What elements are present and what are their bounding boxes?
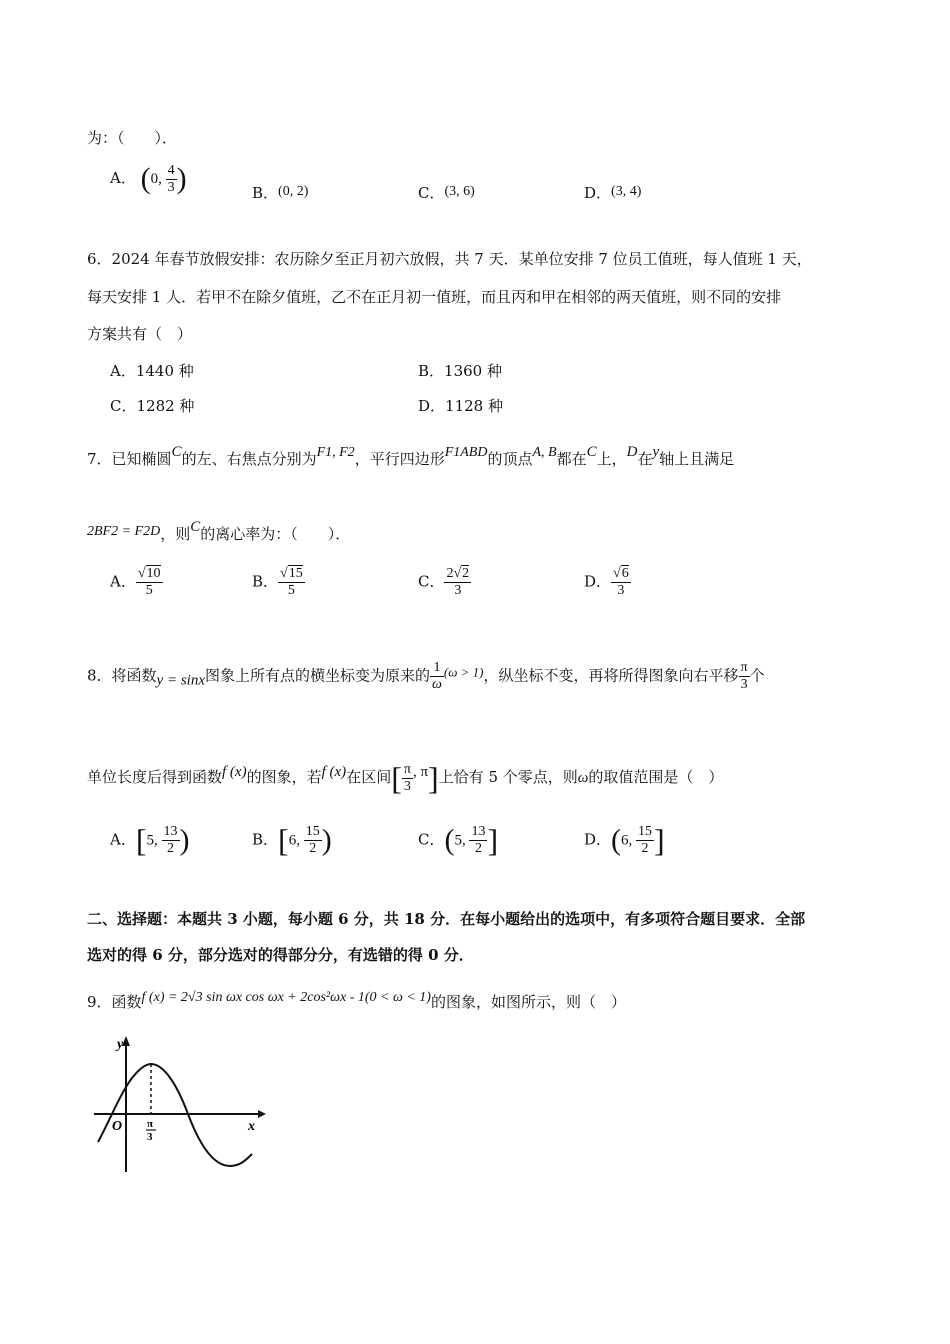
q5-tail: 为：（ ）． <box>87 129 178 147</box>
option-letter: A． <box>110 362 136 380</box>
q8-option-c[interactable]: C．(5, $\frac{13}{2}$ ] <box>418 822 499 858</box>
option-value: (3, 6) <box>444 184 475 199</box>
option-letter: B． <box>252 184 279 202</box>
option-value: 1360 种 <box>444 362 502 380</box>
q9-line-1: 9．函数f (x) = 2√3 sin ωx cos ωx + 2cos²ωx - 1(0 < ω < 1)的图象，如图所示，则（ ） <box>87 990 626 1011</box>
q7-option-a[interactable] <box>110 566 163 599</box>
q5-option-a[interactable]: A． (0, $\frac{4}{3}$ ) <box>110 162 187 195</box>
option-letter: B． <box>252 572 279 591</box>
option-fraction: $\frac{13}{2}$ <box>471 824 486 856</box>
option-fraction: $\frac{√10}{5}$ <box>137 566 161 598</box>
x-axis-arrow <box>258 1110 266 1118</box>
q8-option-a[interactable]: A．[5, $\frac{13}{2}$ ) <box>110 822 190 858</box>
q7-option-d[interactable] <box>584 566 631 599</box>
option-value: (3, 4) <box>611 184 642 199</box>
option-fraction: $\frac{√6}{3}$ <box>613 566 629 598</box>
option-letter: A． <box>110 572 136 591</box>
option-value: 0, <box>150 171 166 187</box>
option-letter: D． <box>584 572 612 591</box>
option-letter: A． <box>110 169 136 187</box>
q8-option-d[interactable]: D．(6, $\frac{15}{2}$ ] <box>584 822 665 858</box>
origin-label: O <box>112 1119 123 1134</box>
q7-line-2: 2BF2 = F2D，则C的离心率为：（ ）． <box>87 519 351 543</box>
option-letter: B． <box>252 830 279 849</box>
option-value: 1282 种 <box>136 397 195 415</box>
q5-option-b[interactable] <box>252 182 308 203</box>
option-value: 1440 种 <box>135 362 194 380</box>
q6-option-d[interactable] <box>418 395 503 416</box>
q7-parallelogram: F1ABD <box>444 445 488 460</box>
option-letter: C． <box>418 184 445 202</box>
option-fraction: $\frac{4}{3}$ <box>167 162 175 195</box>
x-axis-label: x <box>248 1119 255 1134</box>
option-letter: C． <box>418 572 445 591</box>
section-2-header-line-1: 二、选择题：本题共 3 小题，每小题 6 分，共 18 分．在每小题给出的选项中，有多项符合题目要求．全部 <box>87 910 806 928</box>
tick-label-denominator: 3 <box>147 1131 153 1143</box>
option-value: 1128 种 <box>445 397 503 415</box>
q6-option-c[interactable] <box>110 395 194 416</box>
option-fraction: $\frac{15}{2}$ <box>638 824 653 856</box>
q9-formula: f (x) = 2√3 sin ωx cos ωx + 2cos²ωx - 1(0 < ω < 1) <box>141 990 431 1005</box>
q9-sine-graph <box>88 1030 268 1180</box>
q7-option-c[interactable] <box>418 566 471 599</box>
q6-line-2: 每天安排 1 人．若甲不在除夕值班，乙不在正月初一值班，而且丙和甲在相邻的两天值班，则不同的安排 <box>87 288 782 306</box>
q7-line-1: 7．已知椭圆C的左、右焦点分别为F1, F2，平行四边形F1ABD的顶点A, B都在C上，D在y轴上且满足 <box>87 444 735 468</box>
option-fraction: $\frac{2√2}{3}$ <box>446 566 470 598</box>
option-value: (0, 2) <box>278 184 309 199</box>
q7-foci: F1, F2 <box>316 445 355 460</box>
option-letter: C． <box>110 397 137 415</box>
q6-line-1: 6．2024 年春节放假安排：农历除夕至正月初六放假，共 7 天．某单位安排 7 位员工值班，每人值班 1 天， <box>87 250 812 268</box>
q8-shift-fraction: $\frac{\pi}{3}$ <box>740 660 748 692</box>
option-letter: B． <box>418 362 445 380</box>
q5-option-c[interactable] <box>418 182 475 203</box>
option-letter: D． <box>418 397 446 415</box>
option-letter: C． <box>418 830 445 849</box>
q6-line-3: 方案共有（ ） <box>87 325 193 343</box>
q8-scale-fraction: $\frac{1}{\omega}$ <box>432 660 442 692</box>
q8-function: y = sinx <box>156 672 205 689</box>
q7-equation: 2BF2 = F2D <box>87 524 161 539</box>
option-fraction: $\frac{13}{2}$ <box>163 824 178 856</box>
section-2-header-line-2: 选对的得 6 分，部分选对的得部分分，有选错的得 0 分． <box>87 946 474 964</box>
q6-option-a[interactable] <box>110 360 194 381</box>
q8-option-b[interactable]: B．[6, $\frac{15}{2}$ ) <box>252 822 332 858</box>
q5-option-d[interactable] <box>584 182 641 203</box>
q7-option-b[interactable] <box>252 566 305 599</box>
tick-label-numerator: π <box>147 1118 154 1130</box>
q8-line-1: 8．将函数y = sinx图象上所有点的横坐标变为原来的 $\frac{1}{\omega}$ (ω > 1)，纵坐标不变，再将所得图象向右平移 $\frac{\pi}{3}$ 个 <box>87 660 765 692</box>
option-letter: D． <box>584 184 612 202</box>
q8-interval-fraction: $\frac{\pi}{3}$ <box>403 761 411 794</box>
option-fraction: $\frac{√15}{5}$ <box>280 566 303 598</box>
y-axis-label: y <box>117 1037 124 1052</box>
option-letter: D． <box>584 830 612 849</box>
option-fraction: $\frac{15}{2}$ <box>305 824 320 856</box>
q8-line-2: 单位长度后得到函数f (x)的图象，若f (x)在区间[ $\frac{\pi}{3}$ , π]上恰有 5 个零点，则ω的取值范围是（ ） <box>87 760 724 796</box>
option-letter: A． <box>110 830 136 849</box>
q6-option-b[interactable] <box>418 360 502 381</box>
